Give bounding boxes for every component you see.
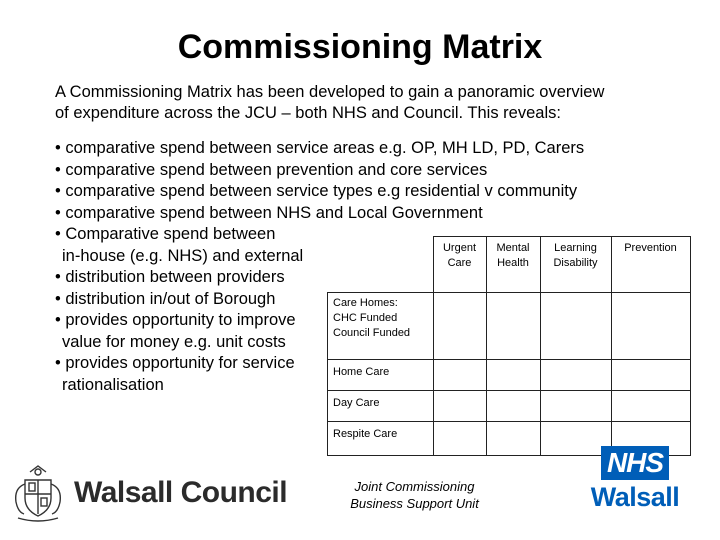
bullet-item: • Comparative spend between	[55, 225, 276, 243]
matrix-cell	[486, 293, 540, 360]
bullet-item: • comparative spend between NHS and Local Government	[55, 203, 483, 222]
jcbsu-label: Joint Commissioning Business Support Unit	[350, 479, 479, 511]
matrix-column-header: Prevention	[611, 237, 690, 293]
bullet-item: • comparative spend between service types e.g residential v community	[55, 182, 578, 200]
matrix-header-row	[328, 237, 691, 293]
commissioning-matrix-table	[327, 236, 691, 456]
matrix-column-header: Urgent Care	[433, 237, 486, 293]
matrix-corner-cell	[328, 237, 434, 293]
matrix-column-header: Learning Disability	[540, 237, 611, 293]
bullet-item: • comparative spend between prevention and core services	[55, 160, 488, 179]
matrix-row	[328, 360, 691, 391]
matrix-column-header: Mental Health	[486, 237, 540, 293]
intro-line: A Commissioning Matrix has been developed to gain a panoramic overview	[55, 83, 605, 101]
matrix-cell	[540, 360, 611, 391]
bullet-item: • provides opportunity for service	[55, 354, 295, 372]
matrix-cell	[433, 391, 486, 422]
bullet-item: • comparative spend between service areas e.g. OP, MH LD, PD, Carers	[55, 139, 585, 157]
matrix-cell	[433, 293, 486, 360]
nhs-walsall-logo	[586, 446, 684, 513]
bullet-item: • distribution in/out of Borough	[55, 289, 276, 308]
bullet-item: • distribution between providers	[55, 268, 285, 286]
page-title: Commissioning Matrix	[177, 28, 543, 66]
bullet-item-continued: rationalisation	[62, 375, 164, 394]
matrix-cell	[540, 391, 611, 422]
matrix-cell	[540, 293, 611, 360]
coat-of-arms-icon	[8, 462, 68, 524]
matrix-row-label: Day Care	[328, 391, 434, 422]
nhs-badge: NHS	[601, 446, 669, 480]
matrix-cell	[486, 391, 540, 422]
bullet-item-continued: in-house (e.g. NHS) and external	[62, 246, 304, 265]
nhs-org-name: Walsall	[590, 482, 680, 512]
matrix-row	[328, 293, 691, 360]
matrix-row-label: Home Care	[328, 360, 434, 391]
matrix-cell	[433, 360, 486, 391]
matrix-row-label: Care Homes: CHC Funded Council Funded	[328, 293, 434, 360]
bullet-item-continued: value for money e.g. unit costs	[62, 332, 286, 351]
matrix-cell	[611, 391, 690, 422]
bullet-item: • provides opportunity to improve	[55, 311, 296, 329]
intro-paragraph	[55, 82, 695, 124]
matrix-cell	[486, 422, 540, 456]
matrix-cell	[433, 422, 486, 456]
matrix-cell	[611, 360, 690, 391]
council-logo-text: Walsall Council	[74, 476, 288, 509]
matrix-row-label: Respite Care	[328, 422, 434, 456]
intro-line: of expenditure across the JCU – both NHS and Council. This reveals:	[55, 104, 561, 122]
walsall-council-logo	[8, 462, 287, 524]
matrix-cell	[486, 360, 540, 391]
matrix-cell	[611, 293, 690, 360]
matrix-row	[328, 391, 691, 422]
